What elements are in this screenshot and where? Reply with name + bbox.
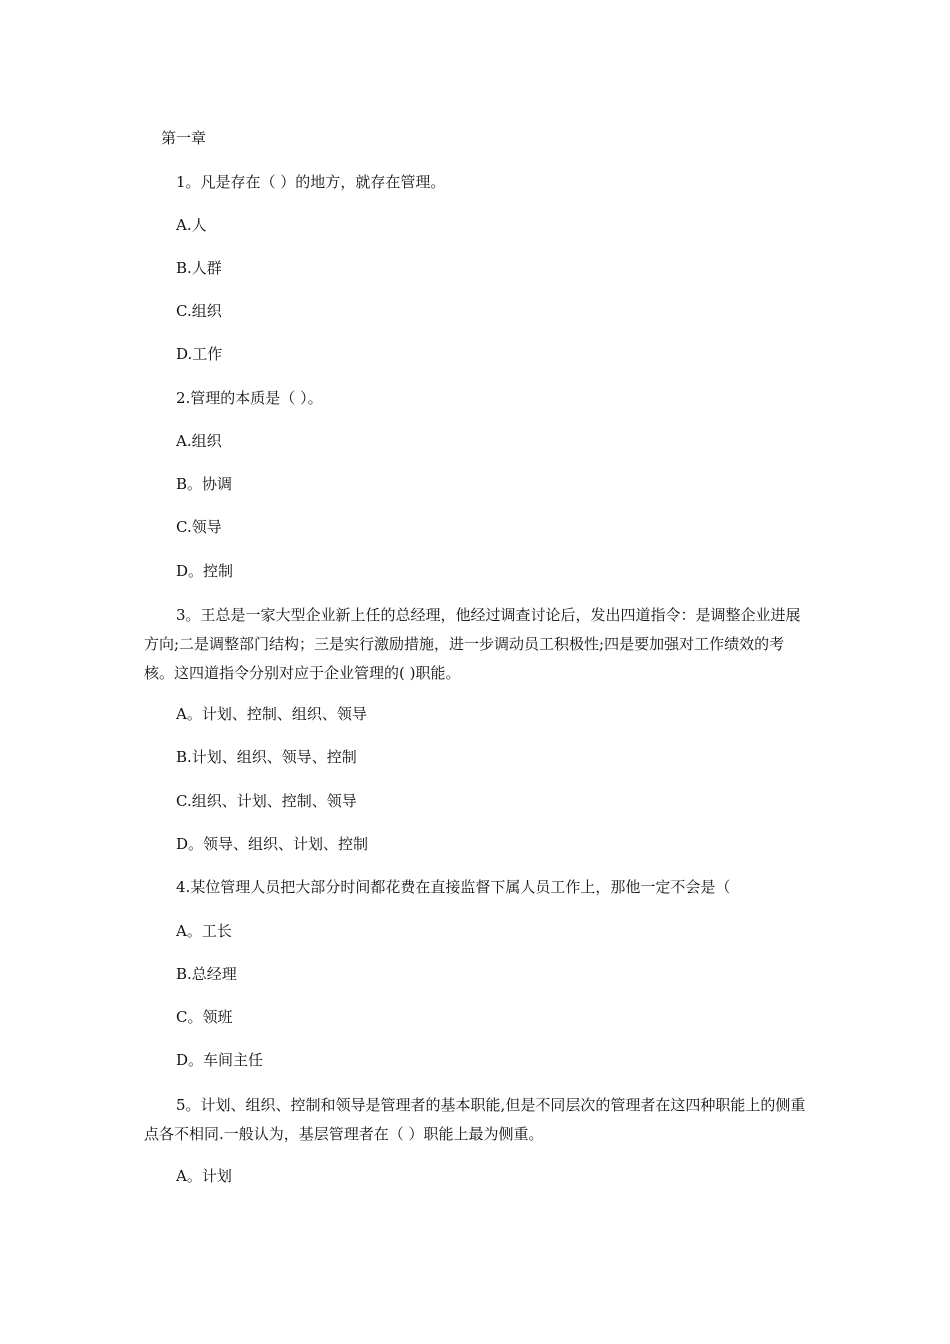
question-2-option-b: B。协调	[176, 475, 233, 493]
question-4-option-b: B.总经理	[176, 965, 237, 983]
question-1-option-a: A.人	[176, 216, 207, 234]
question-1-option-c: C.组织	[176, 302, 222, 320]
question-3-option-d: D。领导、组织、计划、控制	[176, 835, 369, 853]
question-3-option-b: B.计划、组织、领导、控制	[176, 748, 357, 766]
question-2-option-a: A.组织	[176, 432, 222, 450]
question-5-option-a: A。计划	[176, 1167, 232, 1185]
question-3-option-a: A。计划、控制、组织、领导	[176, 705, 367, 723]
question-1-stem: 1。凡是存在（ ）的地方，就存在管理。	[176, 173, 446, 191]
question-3-option-c: C.组织、计划、控制、领导	[176, 792, 357, 810]
question-4-option-d: D。车间主任	[176, 1051, 264, 1069]
question-4-stem: 4.某位管理人员把大部分时间都花费在直接监督下属人员工作上，那他一定不会是（	[176, 878, 731, 896]
question-3-stem: 3。王总是一家大型企业新上任的总经理，他经过调查讨论后，发出四道指令：是调整企业进展方向;二是调整部门结构；三是实行激励措施，进一步调动员工积极性;四是要加强对工作绩效的考核。这四道指令分别对应于企业管理的( )职能。	[144, 606, 801, 682]
question-2-option-d: D。控制	[176, 562, 234, 580]
question-4-option-c: C。领班	[176, 1008, 233, 1026]
question-2-option-c: C.领导	[176, 518, 222, 536]
question-2-stem: 2.管理的本质是（ ）。	[176, 389, 323, 407]
question-1-option-d: D.工作	[176, 345, 223, 363]
chapter-title: 第一章	[161, 129, 207, 147]
question-5-stem: 5。计划、组织、控制和领导是管理者的基本职能,但是不同层次的管理者在这四种职能上的侧重点各不相同.一般认为，基层管理者在（ ）职能上最为侧重。	[144, 1096, 806, 1143]
question-4-option-a: A。工长	[176, 922, 232, 940]
question-1-option-b: B.人群	[176, 259, 222, 277]
